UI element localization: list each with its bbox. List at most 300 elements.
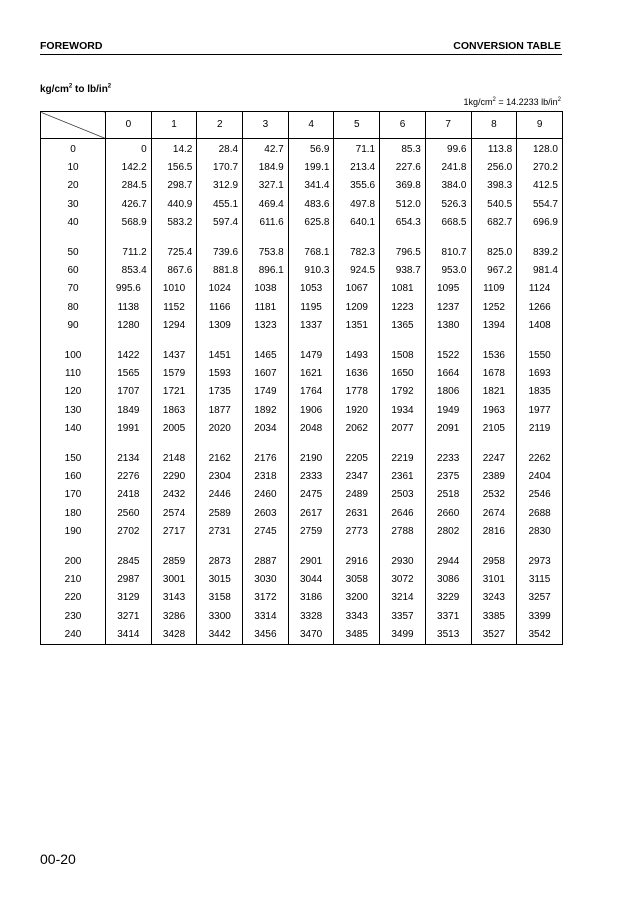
table-cell: 2247 bbox=[471, 450, 517, 468]
table-cell: 3485 bbox=[334, 626, 380, 645]
table-cell: 2631 bbox=[334, 505, 380, 523]
table-row bbox=[41, 139, 563, 160]
spacer-cell bbox=[517, 438, 563, 450]
table-cell: 483.6 bbox=[288, 196, 334, 214]
table-cell: 71.1 bbox=[334, 139, 380, 160]
spacer-cell bbox=[106, 335, 152, 347]
table-cell: 725.4 bbox=[151, 244, 197, 262]
column-header: 2 bbox=[197, 112, 243, 139]
table-row bbox=[41, 608, 563, 626]
header-page-title: CONVERSION TABLE bbox=[453, 40, 561, 52]
table-cell: 1081 bbox=[380, 280, 426, 298]
table-cell: 3385 bbox=[471, 608, 517, 626]
group-spacer bbox=[41, 541, 563, 553]
row-key-cell: 10 bbox=[41, 159, 106, 177]
spacer-cell bbox=[151, 232, 197, 244]
row-key-cell: 100 bbox=[41, 347, 106, 365]
table-cell: 2005 bbox=[151, 420, 197, 438]
page-number: 00-20 bbox=[40, 851, 76, 867]
table-cell: 3286 bbox=[151, 608, 197, 626]
table-cell: 3186 bbox=[288, 589, 334, 607]
table-row bbox=[41, 299, 563, 317]
table-row bbox=[41, 571, 563, 589]
table-cell: 2901 bbox=[288, 553, 334, 571]
spacer-cell bbox=[380, 541, 426, 553]
table-cell: 1565 bbox=[106, 365, 152, 383]
table-row bbox=[41, 177, 563, 195]
table-cell: 369.8 bbox=[380, 177, 426, 195]
table-cell: 2077 bbox=[380, 420, 426, 438]
spacer-cell bbox=[151, 335, 197, 347]
table-cell: 1721 bbox=[151, 383, 197, 401]
table-cell: 1778 bbox=[334, 383, 380, 401]
table-cell: 2773 bbox=[334, 523, 380, 541]
conversion-factor-note: $1kg/cm^2 = 14.2233$ $lb/in^2$ bbox=[463, 97, 561, 107]
table-cell: 2816 bbox=[471, 523, 517, 541]
row-key-cell: 50 bbox=[41, 244, 106, 262]
table-cell: 2176 bbox=[243, 450, 289, 468]
table-cell: 1380 bbox=[425, 317, 471, 335]
spacer-cell bbox=[380, 335, 426, 347]
table-cell: 2546 bbox=[517, 486, 563, 504]
spacer-cell bbox=[471, 232, 517, 244]
table-row bbox=[41, 317, 563, 335]
table-row bbox=[41, 589, 563, 607]
table-cell: 2688 bbox=[517, 505, 563, 523]
row-key-cell: 20 bbox=[41, 177, 106, 195]
table-cell: 184.9 bbox=[243, 159, 289, 177]
table-cell: 583.2 bbox=[151, 214, 197, 232]
table-cell: 2404 bbox=[517, 468, 563, 486]
spacer-cell bbox=[106, 541, 152, 553]
table-cell: 2603 bbox=[243, 505, 289, 523]
table-cell: 1195 bbox=[288, 299, 334, 317]
row-key-cell: 40 bbox=[41, 214, 106, 232]
table-cell: 2205 bbox=[334, 450, 380, 468]
table-cell: 1806 bbox=[425, 383, 471, 401]
row-key-cell: 210 bbox=[41, 571, 106, 589]
table-cell: 3101 bbox=[471, 571, 517, 589]
table-cell: 924.5 bbox=[334, 262, 380, 280]
table-cell: 1764 bbox=[288, 383, 334, 401]
table-cell: 3229 bbox=[425, 589, 471, 607]
table-cell: 2375 bbox=[425, 468, 471, 486]
table-cell: 1038 bbox=[243, 280, 289, 298]
table-cell: 1650 bbox=[380, 365, 426, 383]
table-cell: 2190 bbox=[288, 450, 334, 468]
table-cell: 1166 bbox=[197, 299, 243, 317]
table-cell: 2418 bbox=[106, 486, 152, 504]
row-key-cell: 240 bbox=[41, 626, 106, 645]
spacer-cell bbox=[517, 232, 563, 244]
table-cell: 1835 bbox=[517, 383, 563, 401]
table-cell: 1991 bbox=[106, 420, 152, 438]
table-cell: 1422 bbox=[106, 347, 152, 365]
table-cell: 1294 bbox=[151, 317, 197, 335]
table-cell: 2219 bbox=[380, 450, 426, 468]
table-cell: 1536 bbox=[471, 347, 517, 365]
table-cell: 3143 bbox=[151, 589, 197, 607]
table-cell: 99.6 bbox=[425, 139, 471, 160]
table-cell: 1792 bbox=[380, 383, 426, 401]
table-cell: 611.6 bbox=[243, 214, 289, 232]
table-row bbox=[41, 420, 563, 438]
table-cell: 1181 bbox=[243, 299, 289, 317]
table-cell: 938.7 bbox=[380, 262, 426, 280]
table-cell: 85.3 bbox=[380, 139, 426, 160]
table-cell: 2745 bbox=[243, 523, 289, 541]
table-row bbox=[41, 486, 563, 504]
table-cell: 1437 bbox=[151, 347, 197, 365]
table-cell: 2674 bbox=[471, 505, 517, 523]
table-cell: 3428 bbox=[151, 626, 197, 645]
row-key-cell: 120 bbox=[41, 383, 106, 401]
table-cell: 1664 bbox=[425, 365, 471, 383]
table-cell: 753.8 bbox=[243, 244, 289, 262]
row-key-cell: 170 bbox=[41, 486, 106, 504]
table-cell: 3129 bbox=[106, 589, 152, 607]
spacer-cell bbox=[41, 541, 106, 553]
group-spacer bbox=[41, 232, 563, 244]
table-cell: 625.8 bbox=[288, 214, 334, 232]
row-key-cell: 60 bbox=[41, 262, 106, 280]
table-cell: 0 bbox=[106, 139, 152, 160]
column-header: 7 bbox=[425, 112, 471, 139]
table-cell: 341.4 bbox=[288, 177, 334, 195]
table-cell: 2475 bbox=[288, 486, 334, 504]
table-row bbox=[41, 347, 563, 365]
table-cell: 1237 bbox=[425, 299, 471, 317]
table-cell: 1010 bbox=[151, 280, 197, 298]
table-cell: 170.7 bbox=[197, 159, 243, 177]
table-cell: 696.9 bbox=[517, 214, 563, 232]
table-cell: 1934 bbox=[380, 402, 426, 420]
spacer-cell bbox=[288, 335, 334, 347]
table-cell: 3442 bbox=[197, 626, 243, 645]
table-cell: 3399 bbox=[517, 608, 563, 626]
table-cell: 3172 bbox=[243, 589, 289, 607]
table-cell: 654.3 bbox=[380, 214, 426, 232]
table-cell: 1124 bbox=[517, 280, 563, 298]
spacer-cell bbox=[197, 438, 243, 450]
table-cell: 42.7 bbox=[243, 139, 289, 160]
table-cell: 1266 bbox=[517, 299, 563, 317]
table-cell: 1621 bbox=[288, 365, 334, 383]
table-cell: 1636 bbox=[334, 365, 380, 383]
table-cell: 1138 bbox=[106, 299, 152, 317]
table-cell: 128.0 bbox=[517, 139, 563, 160]
table-cell: 2361 bbox=[380, 468, 426, 486]
table-cell: 1550 bbox=[517, 347, 563, 365]
table-cell: 568.9 bbox=[106, 214, 152, 232]
table-row bbox=[41, 214, 563, 232]
table-cell: 2731 bbox=[197, 523, 243, 541]
table-cell: 981.4 bbox=[517, 262, 563, 280]
spacer-cell bbox=[243, 335, 289, 347]
group-spacer bbox=[41, 438, 563, 450]
table-cell: 2574 bbox=[151, 505, 197, 523]
table-cell: 284.5 bbox=[106, 177, 152, 195]
table-cell: 3214 bbox=[380, 589, 426, 607]
column-header: 4 bbox=[288, 112, 334, 139]
table-row bbox=[41, 505, 563, 523]
table-cell: 2162 bbox=[197, 450, 243, 468]
table-cell: 3414 bbox=[106, 626, 152, 645]
table-row bbox=[41, 468, 563, 486]
table-cell: 142.2 bbox=[106, 159, 152, 177]
table-cell: 14.2 bbox=[151, 139, 197, 160]
column-header: 0 bbox=[106, 112, 152, 139]
table-cell: 28.4 bbox=[197, 139, 243, 160]
row-key-cell: 200 bbox=[41, 553, 106, 571]
table-cell: 953.0 bbox=[425, 262, 471, 280]
table-cell: 1963 bbox=[471, 402, 517, 420]
table-cell: 796.5 bbox=[380, 244, 426, 262]
table-cell: 113.8 bbox=[471, 139, 517, 160]
table-cell: 2318 bbox=[243, 468, 289, 486]
table-cell: 2873 bbox=[197, 553, 243, 571]
table-cell: 497.8 bbox=[334, 196, 380, 214]
table-cell: 213.4 bbox=[334, 159, 380, 177]
table-cell: 1024 bbox=[197, 280, 243, 298]
table-cell: 2048 bbox=[288, 420, 334, 438]
table-cell: 3271 bbox=[106, 608, 152, 626]
table-cell: 384.0 bbox=[425, 177, 471, 195]
table-cell: 1479 bbox=[288, 347, 334, 365]
table-cell: 2830 bbox=[517, 523, 563, 541]
row-key-cell: 30 bbox=[41, 196, 106, 214]
spacer-cell bbox=[288, 232, 334, 244]
table-cell: 810.7 bbox=[425, 244, 471, 262]
table-cell: 1309 bbox=[197, 317, 243, 335]
table-cell: 2134 bbox=[106, 450, 152, 468]
table-cell: 227.6 bbox=[380, 159, 426, 177]
table-cell: 2148 bbox=[151, 450, 197, 468]
table-cell: 1365 bbox=[380, 317, 426, 335]
spacer-cell bbox=[334, 438, 380, 450]
table-cell: 3001 bbox=[151, 571, 197, 589]
table-cell: 739.6 bbox=[197, 244, 243, 262]
table-cell: 1678 bbox=[471, 365, 517, 383]
table-cell: 2347 bbox=[334, 468, 380, 486]
table-cell: 1209 bbox=[334, 299, 380, 317]
table-cell: 2887 bbox=[243, 553, 289, 571]
spacer-cell bbox=[243, 232, 289, 244]
table-cell: 3200 bbox=[334, 589, 380, 607]
table-cell: 3314 bbox=[243, 608, 289, 626]
table-cell: 2518 bbox=[425, 486, 471, 504]
column-header: 9 bbox=[517, 112, 563, 139]
table-cell: 2788 bbox=[380, 523, 426, 541]
spacer-cell bbox=[471, 438, 517, 450]
spacer-cell bbox=[517, 335, 563, 347]
table-cell: 2916 bbox=[334, 553, 380, 571]
table-cell: 2717 bbox=[151, 523, 197, 541]
table-cell: 1408 bbox=[517, 317, 563, 335]
table-cell: 768.1 bbox=[288, 244, 334, 262]
table-cell: 1522 bbox=[425, 347, 471, 365]
table-row bbox=[41, 383, 563, 401]
spacer-cell bbox=[471, 335, 517, 347]
table-cell: 3456 bbox=[243, 626, 289, 645]
table-cell: 682.7 bbox=[471, 214, 517, 232]
table-cell: 3527 bbox=[471, 626, 517, 645]
table-cell: 2944 bbox=[425, 553, 471, 571]
table-cell: 2532 bbox=[471, 486, 517, 504]
table-cell: 2446 bbox=[197, 486, 243, 504]
table-cell: 2958 bbox=[471, 553, 517, 571]
table-body bbox=[41, 139, 563, 645]
column-header: 5 bbox=[334, 112, 380, 139]
table-cell: 3371 bbox=[425, 608, 471, 626]
table-cell: 256.0 bbox=[471, 159, 517, 177]
table-header-row bbox=[41, 112, 563, 139]
table-cell: 1152 bbox=[151, 299, 197, 317]
row-key-cell: 80 bbox=[41, 299, 106, 317]
table-cell: 3499 bbox=[380, 626, 426, 645]
table-cell: 2262 bbox=[517, 450, 563, 468]
table-cell: 3030 bbox=[243, 571, 289, 589]
column-header: 8 bbox=[471, 112, 517, 139]
table-cell: 1607 bbox=[243, 365, 289, 383]
table-cell: 3015 bbox=[197, 571, 243, 589]
table-cell: 2702 bbox=[106, 523, 152, 541]
table-cell: 327.1 bbox=[243, 177, 289, 195]
table-cell: 2304 bbox=[197, 468, 243, 486]
table-row bbox=[41, 450, 563, 468]
table-cell: 2290 bbox=[151, 468, 197, 486]
table-cell: 3343 bbox=[334, 608, 380, 626]
table-cell: 398.3 bbox=[471, 177, 517, 195]
table-row bbox=[41, 159, 563, 177]
table-cell: 3470 bbox=[288, 626, 334, 645]
table-cell: 1223 bbox=[380, 299, 426, 317]
table-cell: 668.5 bbox=[425, 214, 471, 232]
table-cell: 270.2 bbox=[517, 159, 563, 177]
table-cell: 2020 bbox=[197, 420, 243, 438]
table-cell: 2062 bbox=[334, 420, 380, 438]
row-key-cell: 70 bbox=[41, 280, 106, 298]
table-cell: 2859 bbox=[151, 553, 197, 571]
table-cell: 1351 bbox=[334, 317, 380, 335]
table-cell: 2845 bbox=[106, 553, 152, 571]
row-key-cell: 230 bbox=[41, 608, 106, 626]
table-cell: 867.6 bbox=[151, 262, 197, 280]
table-cell: 853.4 bbox=[106, 262, 152, 280]
table-cell: 526.3 bbox=[425, 196, 471, 214]
table-cell: 2617 bbox=[288, 505, 334, 523]
table-cell: 3257 bbox=[517, 589, 563, 607]
table-cell: 711.2 bbox=[106, 244, 152, 262]
table-cell: 2660 bbox=[425, 505, 471, 523]
group-spacer bbox=[41, 335, 563, 347]
row-key-cell: 0 bbox=[41, 139, 106, 160]
spacer-cell bbox=[517, 541, 563, 553]
table-cell: 540.5 bbox=[471, 196, 517, 214]
table-cell: 426.7 bbox=[106, 196, 152, 214]
table-cell: 1337 bbox=[288, 317, 334, 335]
table-row bbox=[41, 244, 563, 262]
spacer-cell bbox=[425, 438, 471, 450]
table-cell: 1465 bbox=[243, 347, 289, 365]
table-cell: 3058 bbox=[334, 571, 380, 589]
table-cell: 910.3 bbox=[288, 262, 334, 280]
table-cell: 782.3 bbox=[334, 244, 380, 262]
spacer-cell bbox=[425, 541, 471, 553]
row-key-cell: 160 bbox=[41, 468, 106, 486]
header-section-title: FOREWORD bbox=[40, 40, 103, 52]
table-cell: 3243 bbox=[471, 589, 517, 607]
table-cell: 1323 bbox=[243, 317, 289, 335]
table-cell: 156.5 bbox=[151, 159, 197, 177]
table-row bbox=[41, 365, 563, 383]
table-cell: 1920 bbox=[334, 402, 380, 420]
table-cell: 2389 bbox=[471, 468, 517, 486]
table-cell: 967.2 bbox=[471, 262, 517, 280]
table-cell: 896.1 bbox=[243, 262, 289, 280]
spacer-cell bbox=[151, 438, 197, 450]
table-cell: 1906 bbox=[288, 402, 334, 420]
spacer-cell bbox=[106, 232, 152, 244]
table-cell: 1863 bbox=[151, 402, 197, 420]
spacer-cell bbox=[41, 232, 106, 244]
table-cell: 2333 bbox=[288, 468, 334, 486]
table-cell: 1508 bbox=[380, 347, 426, 365]
table-cell: 2105 bbox=[471, 420, 517, 438]
table-cell: 56.9 bbox=[288, 139, 334, 160]
table-cell: 2276 bbox=[106, 468, 152, 486]
spacer-cell bbox=[334, 232, 380, 244]
table-cell: 1394 bbox=[471, 317, 517, 335]
table-cell: 2987 bbox=[106, 571, 152, 589]
table-cell: 3115 bbox=[517, 571, 563, 589]
row-key-cell: 110 bbox=[41, 365, 106, 383]
row-key-cell: 130 bbox=[41, 402, 106, 420]
table-cell: 2119 bbox=[517, 420, 563, 438]
table-cell: 1451 bbox=[197, 347, 243, 365]
table-cell: 2802 bbox=[425, 523, 471, 541]
spacer-cell bbox=[243, 438, 289, 450]
table-cell: 3328 bbox=[288, 608, 334, 626]
table-row bbox=[41, 262, 563, 280]
corner-cell bbox=[41, 112, 106, 139]
table-cell: 2560 bbox=[106, 505, 152, 523]
table-cell: 412.5 bbox=[517, 177, 563, 195]
table-cell: 1109 bbox=[471, 280, 517, 298]
table-cell: 2489 bbox=[334, 486, 380, 504]
table-cell: 881.8 bbox=[197, 262, 243, 280]
table-cell: 1067 bbox=[334, 280, 380, 298]
table-row bbox=[41, 280, 563, 298]
row-key-cell: 220 bbox=[41, 589, 106, 607]
table-cell: 3513 bbox=[425, 626, 471, 645]
spacer-cell bbox=[288, 541, 334, 553]
table-cell: 1977 bbox=[517, 402, 563, 420]
table-cell: 597.4 bbox=[197, 214, 243, 232]
table-cell: 312.9 bbox=[197, 177, 243, 195]
table-cell: 1892 bbox=[243, 402, 289, 420]
table-cell: 2432 bbox=[151, 486, 197, 504]
table-cell: 1849 bbox=[106, 402, 152, 420]
spacer-cell bbox=[41, 438, 106, 450]
table-cell: 3542 bbox=[517, 626, 563, 645]
table-cell: 2503 bbox=[380, 486, 426, 504]
spacer-cell bbox=[151, 541, 197, 553]
header-divider bbox=[40, 54, 562, 55]
table-cell: 512.0 bbox=[380, 196, 426, 214]
spacer-cell bbox=[197, 541, 243, 553]
spacer-cell bbox=[197, 232, 243, 244]
